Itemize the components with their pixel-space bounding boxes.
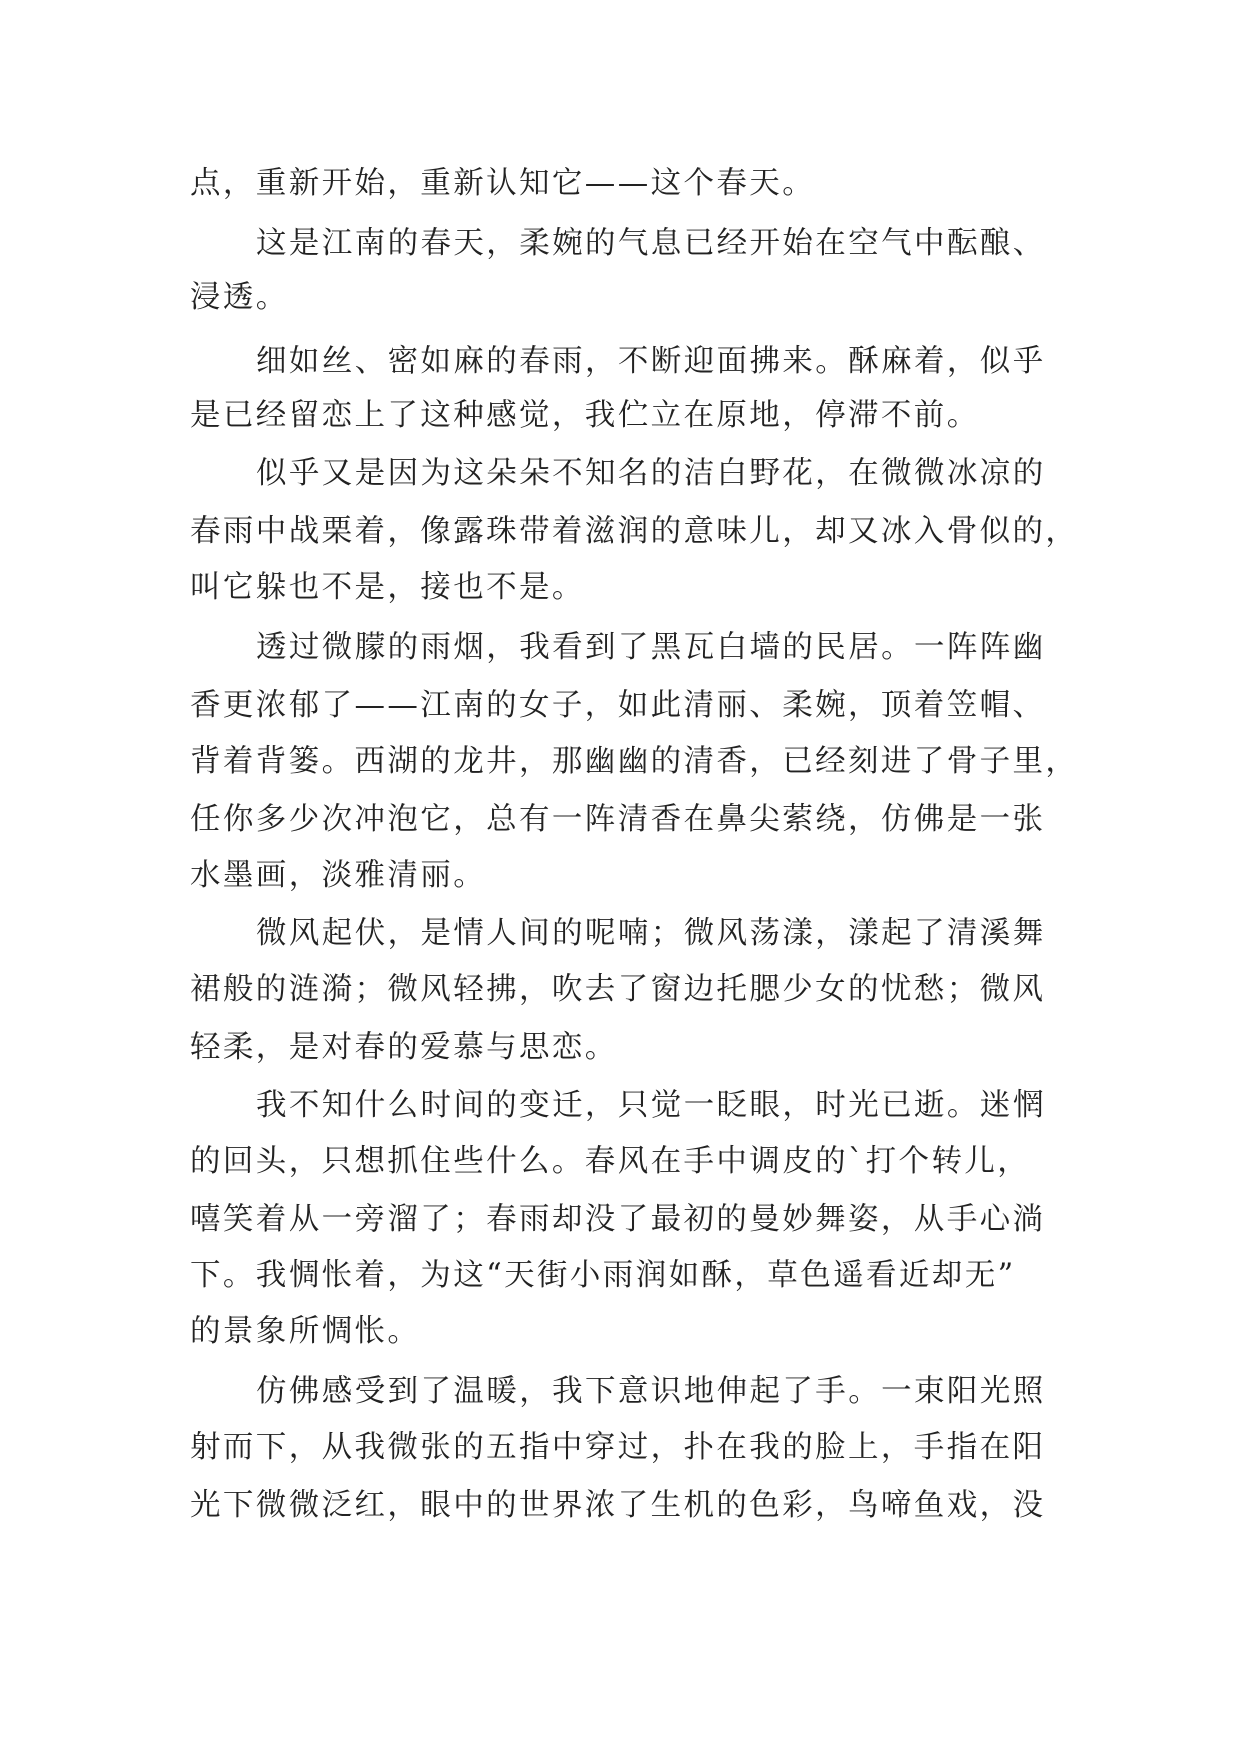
text-line: 裙般的涟漪；微风轻拂，吹去了窗边托腮少女的忧愁；微风 — [190, 972, 1046, 1007]
text-line: 是已经留恋上了这种感觉，我伫立在原地，停滞不前。 — [190, 398, 980, 433]
text-line: 任你多少次冲泡它，总有一阵清香在鼻尖萦绕，仿佛是一张 — [190, 802, 1046, 837]
text-line: 似乎又是因为这朵朵不知名的洁白野花，在微微冰凉的 — [256, 456, 1046, 491]
text-line: 嘻笑着从一旁溜了；春雨却没了最初的曼妙舞姿，从手心淌 — [190, 1202, 1046, 1237]
text-line: 点，重新开始，重新认知它——这个春天。 — [190, 166, 816, 201]
text-line: 轻柔，是对春的爱慕与思恋。 — [190, 1030, 618, 1065]
text-line: 背着背篓。西湖的龙井，那幽幽的清香，已经刻进了骨子里， — [190, 744, 1079, 779]
text-line: 微风起伏，是情人间的呢喃；微风荡漾，漾起了清溪舞 — [256, 916, 1046, 951]
text-line: 我不知什么时间的变迁，只觉一眨眼，时光已逝。迷惘 — [256, 1088, 1046, 1123]
text-line: 的景象所惆怅。 — [190, 1314, 421, 1349]
text-line: 仿佛感受到了温暖，我下意识地伸起了手。一束阳光照 — [256, 1374, 1046, 1409]
text-line: 这是江南的春天，柔婉的气息已经开始在空气中酝酿、 — [256, 226, 1046, 261]
text-line: 浸透。 — [190, 280, 289, 315]
text-line: 的回头，只想抓住些什么。春风在手中调皮的`打个转儿， — [190, 1144, 1031, 1179]
text-line: 叫它躲也不是，接也不是。 — [190, 570, 585, 605]
text-line: 下。我惆怅着，为这“天街小雨润如酥，草色遥看近却无” — [190, 1258, 1016, 1293]
text-line: 透过微朦的雨烟，我看到了黑瓦白墙的民居。一阵阵幽 — [256, 630, 1046, 665]
text-line: 光下微微泛红，眼中的世界浓了生机的色彩，鸟啼鱼戏，没 — [190, 1488, 1046, 1523]
text-line: 细如丝、密如麻的春雨，不断迎面拂来。酥麻着，似乎 — [256, 344, 1046, 379]
text-line: 射而下，从我微张的五指中穿过，扑在我的脸上，手指在阳 — [190, 1430, 1046, 1465]
text-line: 水墨画，淡雅清丽。 — [190, 858, 487, 893]
text-line: 香更浓郁了——江南的女子，如此清丽、柔婉，顶着笠帽、 — [190, 688, 1046, 723]
text-line: 春雨中战栗着，像露珠带着滋润的意味儿，却又冰入骨似的， — [190, 514, 1079, 549]
